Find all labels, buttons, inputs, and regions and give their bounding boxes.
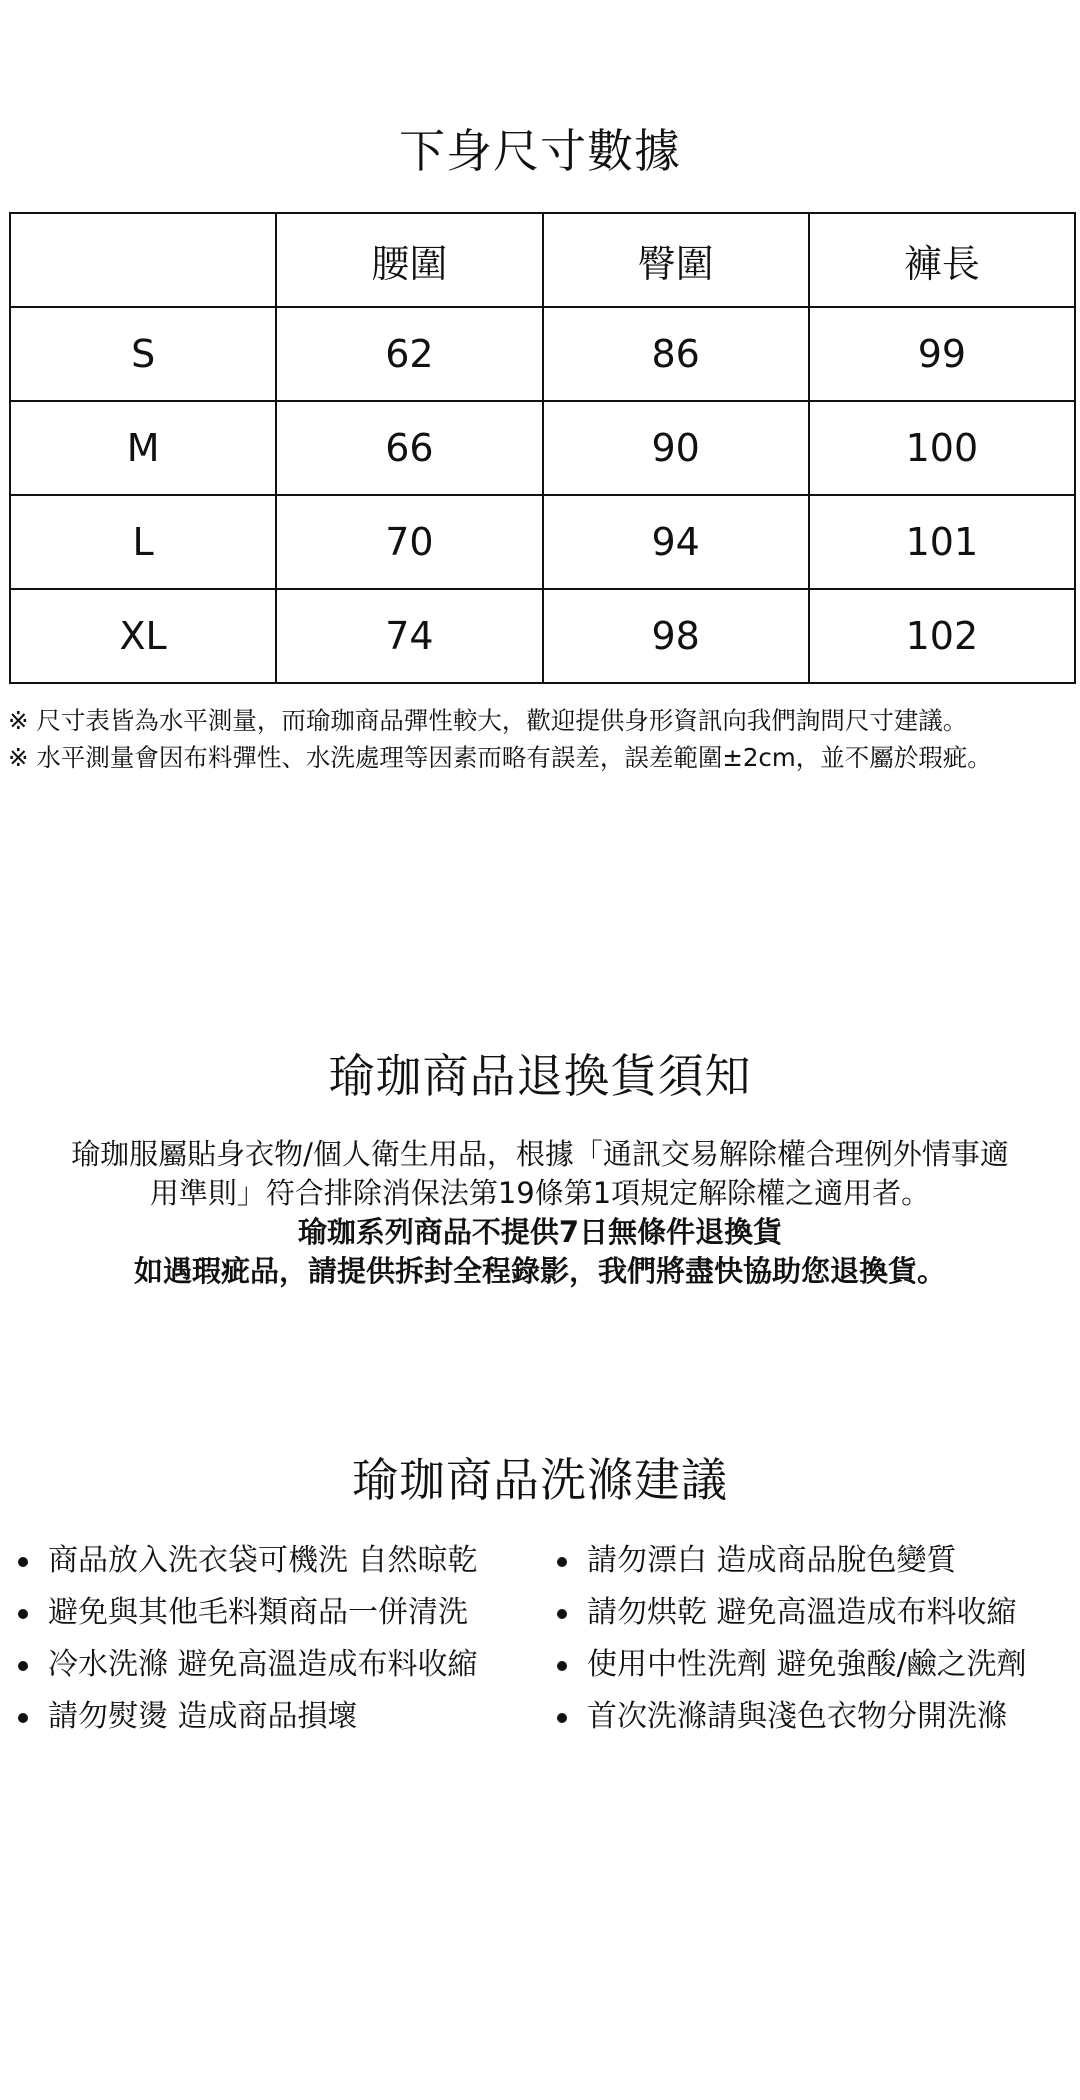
table-row (10, 401, 1075, 495)
care-list-right (547, 1535, 1067, 1743)
policy-paragraph-line: 瑜珈服屬貼身衣物/個人衛生用品，根據「通訊交易解除權合理例外情事適 (71, 1137, 1009, 1171)
table-row (10, 589, 1075, 683)
table-cell: 90 (543, 401, 809, 495)
table-cell: 102 (809, 589, 1075, 683)
table-cell: 101 (809, 495, 1075, 589)
policy-paragraph-line: 用準則」符合排除消保法第19條第1項規定解除權之適用者。 (149, 1176, 931, 1210)
care-list-left (8, 1535, 528, 1743)
size-notes (8, 702, 1076, 776)
size-label-cell: S (10, 307, 276, 401)
table-header-cell: 臀圍 (543, 213, 809, 307)
table-row (10, 495, 1075, 589)
table-cell: 94 (543, 495, 809, 589)
size-note: ※ 尺寸表皆為水平測量，而瑜珈商品彈性較大，歡迎提供身形資訊向我們詢問尺寸建議。 (8, 706, 968, 735)
table-header-cell: 腰圍 (276, 213, 542, 307)
table-header-row (10, 213, 1075, 307)
size-section-title: 下身尺寸數據 (399, 124, 681, 178)
table-cell: 100 (809, 401, 1075, 495)
table-cell: 70 (276, 495, 542, 589)
policy-bold-notice: 瑜珈系列商品不提供7日無條件退換貨 (297, 1215, 783, 1249)
table-header-cell (10, 213, 276, 307)
policy-bold-notice: 如遇瑕疵品，請提供拆封全程錄影，我們將盡快協助您退換貨。 (133, 1254, 946, 1288)
return-section-title: 瑜珈商品退換貨須知 (328, 1049, 752, 1103)
list-item: 冷水洗滌 避免高溫造成布料收縮 (8, 1639, 528, 1691)
size-label-cell: M (10, 401, 276, 495)
size-label-cell: XL (10, 589, 276, 683)
list-item: 請勿漂白 造成商品脫色變質 (547, 1535, 1067, 1587)
care-section-title: 瑜珈商品洗滌建議 (352, 1453, 728, 1507)
table-cell: 74 (276, 589, 542, 683)
list-item: 首次洗滌請與淺色衣物分開洗滌 (547, 1691, 1067, 1743)
table-cell: 99 (809, 307, 1075, 401)
size-label-cell: L (10, 495, 276, 589)
return-policy (0, 1135, 1080, 1291)
table-cell: 66 (276, 401, 542, 495)
list-item: 避免與其他毛料類商品一併清洗 (8, 1587, 528, 1639)
size-note: ※ 水平測量會因布料彈性、水洗處理等因素而略有誤差，誤差範圍±2cm，並不屬於瑕疵。 (8, 743, 992, 772)
size-table (9, 212, 1076, 684)
table-cell: 62 (276, 307, 542, 401)
table-cell: 98 (543, 589, 809, 683)
table-header-cell: 褲長 (809, 213, 1075, 307)
list-item: 請勿熨燙 造成商品損壞 (8, 1691, 528, 1743)
list-item: 商品放入洗衣袋可機洗 自然晾乾 (8, 1535, 528, 1587)
list-item: 使用中性洗劑 避免強酸/鹼之洗劑 (547, 1639, 1067, 1691)
list-item: 請勿烘乾 避免高溫造成布料收縮 (547, 1587, 1067, 1639)
table-row (10, 307, 1075, 401)
table-cell: 86 (543, 307, 809, 401)
